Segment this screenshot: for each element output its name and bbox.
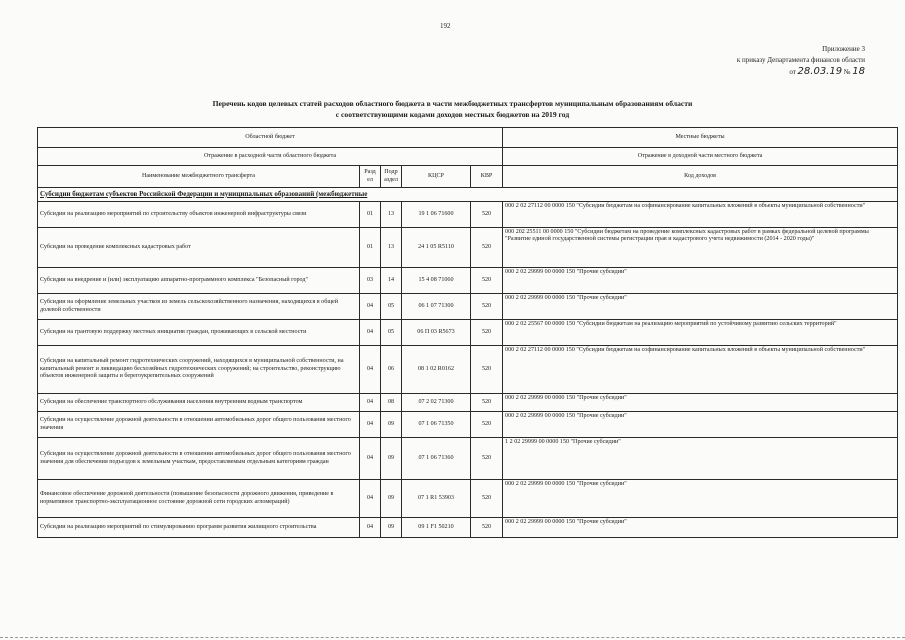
cell-podr: 14 — [381, 268, 402, 294]
cell-razd: 03 — [360, 268, 381, 294]
cell-kcsr: 07 1 06 71360 — [402, 438, 471, 480]
cell-income: 000 202 25511 00 0000 150 "Субсидии бюджетам на проведение комплексных кадастровых работ в рамках федеральной целевой программы "Развитие единой государственной системы регистрации прав и кадастрового учета недвижимости (2014 - 2020 годы)" — [503, 228, 898, 268]
table-row — [38, 320, 898, 346]
appendix-line1: Приложение 3 — [822, 45, 865, 53]
header-regional: Областной бюджет — [38, 128, 503, 148]
header-regional-sub: Отражение в расходной части областного бюджета — [38, 148, 503, 166]
table-row — [38, 202, 898, 228]
cell-razd: 01 — [360, 202, 381, 228]
cell-razd: 04 — [360, 346, 381, 394]
cell-kcsr: 24 1 05 R5110 — [402, 228, 471, 268]
cell-podr: 05 — [381, 294, 402, 320]
cell-kvr: 520 — [471, 412, 503, 438]
cell-kvr: 520 — [471, 228, 503, 268]
cell-income: 1 2 02 29999 00 0000 150 "Прочие субсидии" — [503, 438, 898, 480]
table-row — [38, 412, 898, 438]
cell-kcsr: 09 1 F1 50210 — [402, 518, 471, 538]
appendix-date-line — [737, 66, 865, 78]
cell-podr: 13 — [381, 202, 402, 228]
cell-name: Субсидии на реализацию мероприятий по строительству объектов инженерной инфраструктуры связи — [38, 202, 360, 228]
cell-razd: 04 — [360, 320, 381, 346]
cell-kcsr: 07 1 R1 53903 — [402, 480, 471, 518]
document-title — [60, 98, 845, 120]
cell-razd: 04 — [360, 412, 381, 438]
cell-kvr: 520 — [471, 480, 503, 518]
cell-podr: 09 — [381, 412, 402, 438]
cell-kvr: 520 — [471, 518, 503, 538]
cell-razd: 04 — [360, 394, 381, 412]
header-row-1 — [38, 128, 898, 148]
appendix-block — [737, 44, 865, 78]
cell-razd: 04 — [360, 438, 381, 480]
cell-kvr: 520 — [471, 268, 503, 294]
col-header-razd: Разд ел — [360, 166, 381, 188]
section-title: Субсидии бюджетам субъектов Российской Федерации и муниципальных образований (межбюджетные — [38, 188, 898, 202]
section-row — [38, 188, 898, 202]
page-number: 192 — [440, 22, 451, 30]
cell-name: Субсидии на реализацию мероприятий по стимулированию программ развития жилищного строительства — [38, 518, 360, 538]
cell-podr: 13 — [381, 228, 402, 268]
cell-kcsr: 06 П 03 R5673 — [402, 320, 471, 346]
cell-income: 000 2 02 25567 00 0000 150 "Субсидии бюджетам на реализацию мероприятий по устойчивому развитию сельских территорий" — [503, 320, 898, 346]
cell-name: Субсидии на проведение комплексных кадастровых работ — [38, 228, 360, 268]
header-row-3 — [38, 166, 898, 188]
table-row — [38, 228, 898, 268]
cell-income: 000 2 02 29999 00 0000 150 "Прочие субсидии" — [503, 394, 898, 412]
date-prefix: от — [789, 68, 796, 76]
cell-kcsr: 19 1 06 71600 — [402, 202, 471, 228]
table-row — [38, 518, 898, 538]
cell-kcsr: 07 1 06 71350 — [402, 412, 471, 438]
cell-name: Субсидии на внедрение и (или) эксплуатацию аппаратно-программного комплекса "Безопасный город" — [38, 268, 360, 294]
cell-income: 000 2 02 29999 00 0000 150 "Прочие субсидии" — [503, 412, 898, 438]
table-row — [38, 268, 898, 294]
table-row — [38, 294, 898, 320]
header-local: Местные бюджеты — [503, 128, 898, 148]
cell-podr: 05 — [381, 320, 402, 346]
col-header-name: Наименование межбюджетного трансферта — [38, 166, 360, 188]
col-header-income: Код доходов — [503, 166, 898, 188]
title-line1: Перечень кодов целевых статей расходов областного бюджета в части межбюджетных трансфертов муниципальным образованиям области — [212, 99, 693, 108]
cell-name: Субсидии на капитальный ремонт гидротехнических сооружений, находящихся в муниципальной собственности, на капитальный ремонт и ликвидацию бесхозяйных гидротехнических сооружений; на строительство, реконструкцию объектов инженерной защиты и берегоукрепительных сооружений — [38, 346, 360, 394]
handwritten-number: 18 — [852, 66, 865, 77]
table-row — [38, 438, 898, 480]
cell-name: Финансовое обеспечение дорожной деятельности (повышение безопасности дорожного движения, приведение в нормативное транспортно-эксплуатационное состояние дорожной сети городских агломераций) — [38, 480, 360, 518]
cell-podr: 06 — [381, 346, 402, 394]
cell-razd: 04 — [360, 480, 381, 518]
cell-income: 000 2 02 27112 00 0000 150 "Субсидии бюджетам на софинансирование капитальных вложений в объекты муниципальной собственности" — [503, 346, 898, 394]
cell-podr: 09 — [381, 438, 402, 480]
cell-kvr: 520 — [471, 202, 503, 228]
cell-kcsr: 15 4 08 71060 — [402, 268, 471, 294]
transfers-table — [37, 127, 898, 538]
cell-kcsr: 07 2 02 71300 — [402, 394, 471, 412]
handwritten-date: 28.03.19 — [797, 66, 843, 77]
cell-razd: 04 — [360, 518, 381, 538]
col-header-podr: Подр аздел — [381, 166, 402, 188]
cell-podr: 08 — [381, 394, 402, 412]
scan-edge-line — [0, 636, 905, 638]
table-row — [38, 346, 898, 394]
number-prefix: № — [843, 68, 851, 76]
cell-kcsr: 06 1 07 71300 — [402, 294, 471, 320]
appendix-line2: к приказу Департамента финансов области — [736, 56, 865, 64]
cell-income: 000 2 02 29999 00 0000 150 "Прочие субсидии" — [503, 294, 898, 320]
cell-income: 000 2 02 27112 00 0000 150 "Субсидии бюджетам на софинансирование капитальных вложений в объекты муниципальной собственности" — [503, 202, 898, 228]
cell-razd: 04 — [360, 294, 381, 320]
cell-kvr: 520 — [471, 294, 503, 320]
cell-income: 000 2 02 29999 00 0000 150 "Прочие субсидии" — [503, 268, 898, 294]
title-line2: с соответствующими кодами доходов местных бюджетов на 2019 год — [335, 110, 570, 119]
cell-income: 000 2 02 29999 00 0000 150 "Прочие субсидии" — [503, 518, 898, 538]
cell-kvr: 520 — [471, 394, 503, 412]
table-row — [38, 394, 898, 412]
cell-kvr: 520 — [471, 346, 503, 394]
cell-name: Субсидии на обеспечение транспортного обслуживания населения внутренним водным транспортом — [38, 394, 360, 412]
col-header-kvr: КВР — [471, 166, 503, 188]
cell-kvr: 520 — [471, 320, 503, 346]
cell-name: Субсидии на грантовую поддержку местных инициатив граждан, проживающих в сельской местности — [38, 320, 360, 346]
cell-name: Субсидии на осуществление дорожной деятельности в отношении автомобильных дорог общего пользования местного значения — [38, 412, 360, 438]
col-header-kcsr: КЦСР — [402, 166, 471, 188]
cell-name: Субсидии на осуществление дорожной деятельности в отношении автомобильных дорог общего пользования местного значения для обеспечения подъездов к земельным участкам, предоставляемым отдельным категориям граждан — [38, 438, 360, 480]
header-local-sub: Отражение в доходной части местного бюджета — [503, 148, 898, 166]
cell-razd: 01 — [360, 228, 381, 268]
cell-income: 000 2 02 29999 00 0000 150 "Прочие субсидии" — [503, 480, 898, 518]
cell-kvr: 520 — [471, 438, 503, 480]
header-row-2 — [38, 148, 898, 166]
cell-podr: 09 — [381, 480, 402, 518]
cell-podr: 09 — [381, 518, 402, 538]
table-row — [38, 480, 898, 518]
cell-name: Субсидии на оформление земельных участков из земель сельскохозяйственного назначения, находящихся в общей долевой собственности — [38, 294, 360, 320]
cell-kcsr: 08 1 02 R0162 — [402, 346, 471, 394]
